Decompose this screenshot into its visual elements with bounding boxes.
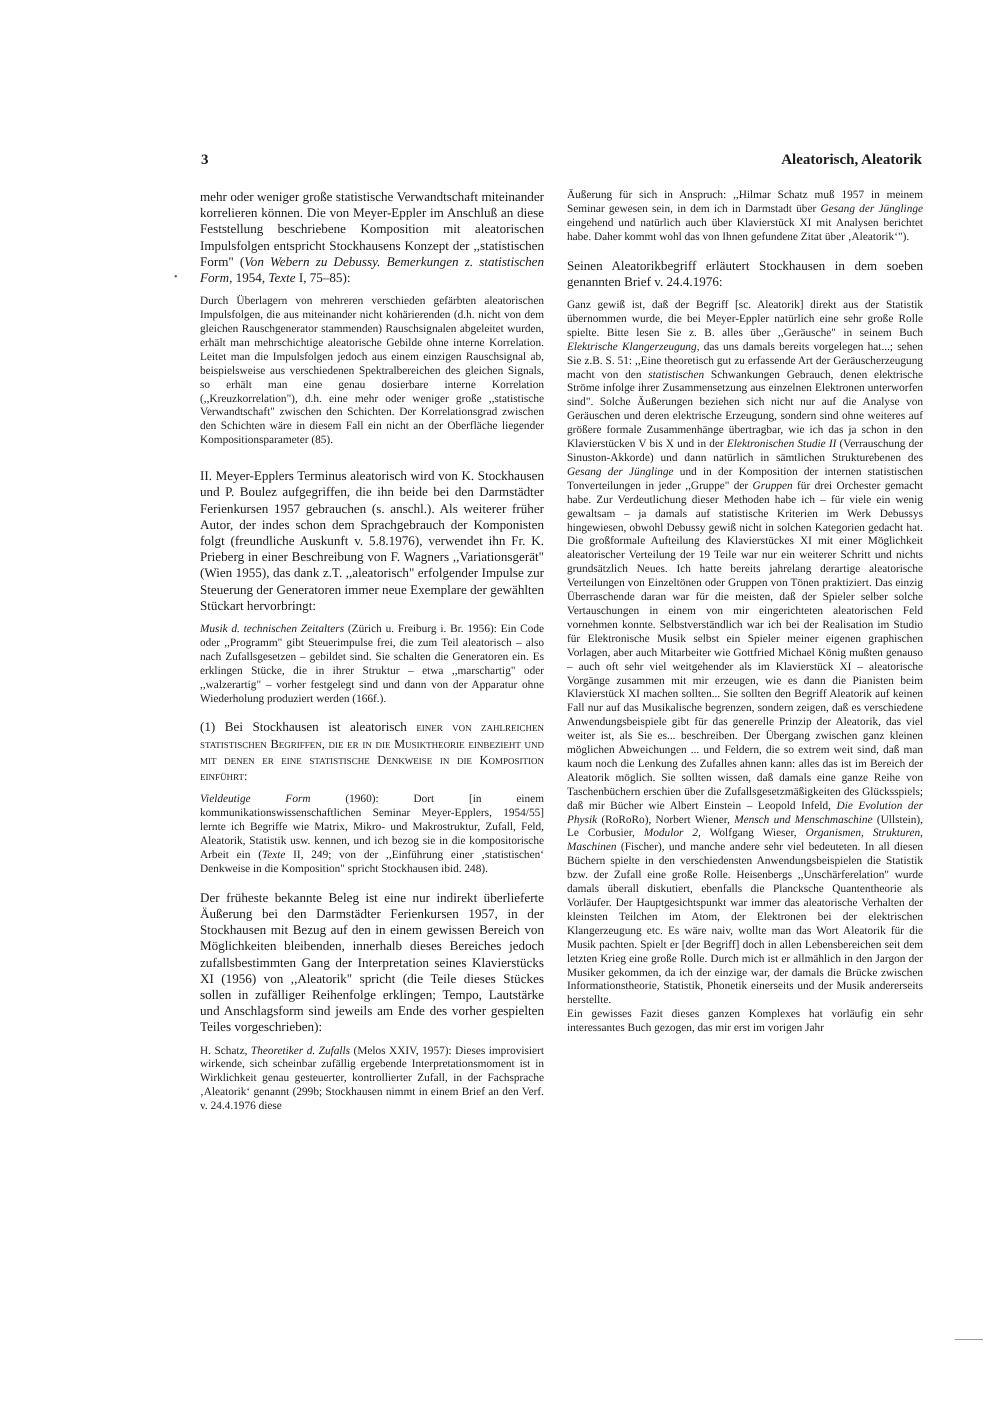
quote-schatz-continued: Äußerung für sich in Anspruch: ,,Hilmar Schatz muß 1957 in meinem Seminar gewesen sein, in dem ich in Darmstadt über Gesang der Jünglinge eingehend und natürlich auch über Klavierstück XI mit Analysen berichtet habe. Daher kommt wohl das von Ihnen gefundene Zitat über ‚Aleatorik‘"). (567, 189, 924, 243)
quote-stockhausen-letter: Ganz gewiß ist, daß der Begriff [sc. Aleatorik] direkt aus der Statistik übernommen wurde, die bei Meyer-Eppler natürlich eine sehr große Rolle spielte. Bitte lesen Sie z. B. alles über ,,Geräusche" in seinem Buch Elektrische Klangerzeugung, das uns damals bereits vorgelegen hat...; sehen Sie z.B. S. 51: ,,Eine theoretisch gut zu erfassende Art der Geräuscherzeugung macht von den statistischen Schwankungen Gebrauch, denen elektrische Ströme infolge ihrer Zusammensetzung aus einzelnen Elektronen unterworfen sind". Solche Äußerungen beziehen sich nicht nur auf die Analyse von Geräuschen und deren elektrische Erzeugung, sondern sind ohne weiteres auf größere formale Zusammenhänge übertragbar, wie ich das ja schon in den Klavierstücken V bis X und in der Elektronischen Studie II (Verrauschung der Sinuston-Akkorde) und dann natürlich in sämtlichen Strukturebenen des Gesang der Jünglinge und in der Komposition der internen statistischen Tonverteilungen in jeder ,,Gruppe" der Gruppen für drei Orchester gemacht habe. Zur Verdeutlichung dieser Methoden habe ich – für viele ein wenig gewaltsam – ja damals auf statistische Kriterien im Werk Debussys hingewiesen, obwohl Debussy gewiß nicht in solchen Kategorien gedacht hat. Die großformale Aufteilung des Klavierstückes XI mit einer Möglichkeit aleatorischer Verteilung der 19 Teile war nur ein weiterer Schritt und nichts grundsätzlich Neues. Ich hatte bereits jahrelang derartige aleatorische Verteilungen von Einzeltönen oder Gruppen von Tönen praktiziert. Das einzig Überraschende daran war für die meisten, daß der Spieler selber solche Vertauschungen in einem von mir eingerichteten aleatorischen Feld vornehmen konnte. Selbstverständlich war ich bei der Realisation im Studio für Elektronische Musik selbst ein Spieler meiner eigenen graphischen Vorlagen, aber auch Mitarbeiter wie Gottfried Michael König mußten genauso – auch oft sehr viel weitgehender als im Klavierstück XI – aleatorische Vorgänge zusammen mit mir erzeugen, wie es dann die Pianisten beim Klavierstück XI machen sollten... Sie sollten den Begriff Aleatorik auf keinen Fall nur auf das Musikalische begrenzen, sondern zeigen, daß es verschiedene Anwendungsbeispiele gibt für das generelle Prinzip der Aleatorik, das viel weiter ist, als Sie es... beschreiben. Der Übergang zwischen ganz kleinen möglichen Abweichungen ... und Feldern, die so extrem weit sind, daß man kaum noch die Lenkung des Zufalles ahnen kann: alles das ist im Bereich der Aleatorik möglich. Sie sollten wissen, daß damals eine ganze Reihe von Taschenbüchern erschien über die Zufallsgesetzmäßigkeiten des Glücksspiels; daß mir Bücher wie Albert Einstein – Leopold Infeld, Die Evolution der Physik (RoRoRo), Norbert Wiener, Mensch und Menschmaschine (Ullstein), Le Corbusier, Modulor 2, Wolfgang Wieser, Organismen, Strukturen, Maschinen (Fischer), und manche andere sehr viel bedeuteten. In all diesen Büchern spielte in den verschiedensten Anwendungsbeispielen die Statistik bzw. der Zufall eine große Rolle. Heisenbergs ,,Unschärferelation" wurde damals überall diskutiert, ebenfalls die Plancksche Quantentheorie als Vorläufer. Der Hauptgesichtspunkt war immer das aleatorische Verhalten der kleinsten Teilchen im Atom, der Elektronen bei der elektrischen Klangerzeugung etc. Es wäre naiv, wollte man das Wort Aleatorik für die Musik pachten. Spielt er [der Begriff] doch in allen Lebensbereichen seit dem letzten Krieg eine große Rolle. Durch mich ist er allmählich in den Jargon der Musiker gekommen, da ich der einzige war, der damals die Brücke zwischen Informationstheorie, Statistik, Phonetik einerseits und der Musik andererseits herstellte. (567, 299, 924, 1007)
quote-schatz: H. Schatz, Theoretiker d. Zufalls (Melos XXIV, 1957): Dieses improvisiert wirkende, sich scheinbar zufällig ergebende Interpretationsmoment ist in Wirklichkeit genau gesteuerter, kontrollierter Zufall, in der Fachsprache ‚Aleatorik‘ genannt (299b; Stockhausen nimmt in einem Brief an den Verf. v. 24.4.1976 diese (200, 1044, 544, 1113)
quote-prieberg: Musik d. technischen Zeitalters (Zürich u. Freiburg i. Br. 1956): Ein Code oder ,,Programm" gibt Steuerimpulse frei, die zum Teil aleatorisch – also nach Zufallsgesetzen – gebildet sind. Sie schalten die Generatoren ein. Es erklingen Stücke, die in ihrer Struktur – etwa ,,marschartig" oder ,,walzerartig" – vorher festgelegt sind und dann von der Apparatur ohne Wiederholung produziert werden (166f.). (200, 623, 545, 705)
quote-stockhausen-correlation: Durch Überlagern von mehreren verschieden gefärbten aleatorischen Impulsfolgen, die aus miteinander nicht kohärierenden (d.h. nicht von dem gleichen Rauschgenerator stammenden) Rauschsignalen abgeleitet wurden, erhält man mehrschichtige aleatorische Gebilde ohne interne Korrelation. Leitet man die Impulsfolgen jedoch aus einem einzigen Rauschsignal ab, beispielsweise aus verschiedenen Spektralbereichen des gleichen Signals, so erhält man eine genau dosierbare interne Korrelation (,,Kreuzkorrelation"), d.h. eine mehr oder weniger große ,,statistische Verwandtschaft" zwischen den Schichten. Der Korrelationsgrad zwischen den Schichten wäre in diesem Fall ein nicht an der Oberfläche liegender Kompositionsparameter (85). (200, 295, 544, 447)
paragraph-stockhausen-statistics: (1) Bei Stockhausen ist aleatorisch einer von zahlreichen statistischen Begriffen, die er in die Musiktheorie einbezieht und mit denen er eine statistische Denkweise in die Komposition einführt: (200, 719, 544, 784)
scan-mark (955, 1339, 983, 1340)
paragraph-statistical-form: mehr oder weniger große statistische Verwandtschaft miteinander korrelieren können. Die von Meyer-Eppler im Anschluß an diese Feststellung beschriebene Komposition mit aleatorischen Impulsfolgen entspricht Stockhausens Konzept der ,,statistischen Form" (Von Webern zu Debussy. Bemerkungen z. statistischen Form, 1954, Texte I, 75–85): (200, 189, 545, 286)
running-title: Aleatorisch, Aleatorik (781, 152, 922, 168)
quote-stockhausen-letter-end: Ein gewisses Fazit dieses ganzen Komplexes hat vorläufig ein sehr interessantes Buch gezogen, das mir erst im vorigen Jahr (567, 1008, 923, 1035)
margin-mark: • (174, 272, 178, 283)
paragraph-earliest-evidence: Der früheste bekannte Beleg ist eine nur indirekt überlieferte Äußerung bei den Darmstädter Ferienkursen 1957, in der Stockhausen mit Bezug auf den in einem gewissen Bereich von Möglichkeiten bleibenden, innerhalb dieses Bereiches jedoch zufallsbestimmten Gang der Interpretation seines Klavierstücks XI (1956) von ,,Aleatorik" spricht (die Teile dieses Stückes sollen in zufälliger Reihenfolge erklingen; Tempo, Lautstärke und Anschlagsform sind jeweils am Ende des vorher gespielten Teiles vorgeschrieben): (200, 889, 544, 1035)
left-column (200, 189, 544, 1114)
page-number: 3 (201, 152, 209, 168)
quote-vieldeutige-form: Vieldeutige Form (1960): Dort [in einem kommunikationswissenschaftlichen Seminar Meyer-Epplers, 1954/55] lernte ich Begriffe wie Matrix, Mikro- und Makrostruktur, Zufall, Feld, Aleatorik, Statistik usw. kennen, und ich bezog sie in die kompositorische Arbeit ein (Texte II, 249; von der ,,Einführung einer ‚statistischen‘ Denkweise in die Komposition" spricht Stockhausen ibid. 248). (200, 793, 545, 875)
right-column (567, 189, 923, 1036)
paragraph-section-ii: II. Meyer-Epplers Terminus aleatorisch wird von K. Stockhausen und P. Boulez aufgegriffen, die ihn beide bei den Darmstädter Ferienkursen 1957 gebrauchen (s. anschl.). Als weiterer früher Autor, der indes schon dem Sprachgebrauch der Komponisten folgt (freundliche Auskunft v. 5.8.1976), verwendet ihn Fr. K. Prieberg in einer Beschreibung von F. Wagners ,,Variationsgerät" (Wien 1955), das dank z.T. ,,aleatorisch" erfolgender Impulse zur Steuerung der Generatoren immer neue Exemplare der gewählten Stückart hervorbringt: (200, 468, 544, 613)
paragraph-aleatorik-concept: Seinen Aleatorikbegriff erläutert Stockhausen in dem soeben genannten Brief v. 24.4.1976: (567, 257, 923, 289)
